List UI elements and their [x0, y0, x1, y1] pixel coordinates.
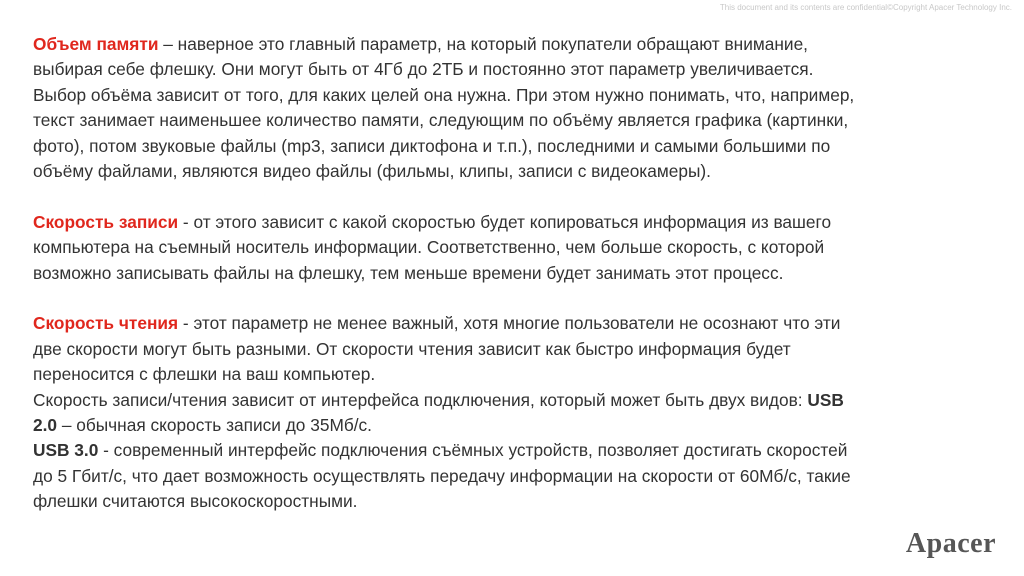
paragraph-spacer	[33, 286, 993, 311]
usb3-term: USB 3.0	[33, 440, 99, 461]
read-speed-term: Скорость чтения	[33, 313, 179, 334]
interface-paragraph-line	[33, 413, 993, 438]
write-speed-paragraph-line: возможно записывать файлы на флешку, тем меньше времени будет занимать этот процесс.	[33, 262, 784, 283]
write-speed-term: Скорость записи	[33, 211, 179, 232]
interface-text: Скорость записи/чтения зависит от интерфейса подключения, который может быть двух видов:	[33, 389, 808, 410]
usb2-term-version: 2.0	[33, 415, 58, 436]
write-speed-text: - от этого зависит с какой скоростью будет копироваться информация из вашего	[178, 211, 832, 232]
memory-paragraph-line: Выбор объёма зависит от того, для каких целей она нужна. При этом нужно понимать, что, например,	[33, 84, 855, 105]
usb3-paragraph-line	[33, 438, 993, 463]
memory-paragraph-line	[33, 32, 993, 57]
usb2-description: – обычная скорость записи до 35Мб/с.	[57, 415, 372, 436]
memory-paragraph-line: текст занимает наименьшее количество памяти, следующим по объёму является графика (картинки,	[33, 110, 849, 131]
slide-body	[33, 32, 993, 515]
interface-paragraph-line	[33, 388, 993, 413]
read-speed-text: - этот параметр не менее важный, хотя многие пользователи не осознают что эти	[178, 313, 841, 334]
memory-text: – наверное это главный параметр, на который покупатели обращают внимание,	[158, 34, 808, 54]
read-speed-paragraph-line	[33, 311, 993, 336]
usb3-paragraph-line: до 5 Гбит/с, что дает возможность осуществлять передачу информации на скорости от 60Мб/с, такие	[33, 465, 851, 486]
read-speed-paragraph-line: переносится с флешки на ваш компьютер.	[33, 364, 376, 385]
memory-term: Объем памяти	[33, 34, 159, 54]
memory-paragraph-line: объёму файлами, являются видео файлы (фильмы, клипы, записи с видеокамеры).	[33, 161, 711, 182]
paragraph-spacer	[33, 184, 993, 209]
usb2-term-part: USB	[807, 389, 844, 410]
memory-paragraph-line: выбирая себе флешку. Они могут быть от 4Гб до 2ТБ и постоянно этот параметр увеличивается.	[33, 59, 814, 80]
apacer-logo: Apacer	[905, 528, 996, 559]
copyright-notice: This document and its contents are confidential©Copyright Apacer Technology Inc.	[719, 3, 1012, 12]
usb3-text: - современный интерфейс подключения съёмных устройств, позволяет достигать скоростей	[98, 440, 848, 461]
write-speed-paragraph-line: компьютера на съемный носитель информации. Соответственно, чем больше скорость, с которой	[33, 237, 825, 258]
read-speed-paragraph-line: две скорости могут быть разными. От скорости чтения зависит как быстро информация будет	[33, 338, 791, 359]
usb3-paragraph-line: флешки считаются высокоскоростными.	[33, 491, 358, 512]
write-speed-paragraph-line	[33, 210, 993, 235]
memory-paragraph-line: фото), потом звуковые файлы (mp3, записи диктофона и т.п.), последними и самыми большими по	[33, 135, 831, 156]
